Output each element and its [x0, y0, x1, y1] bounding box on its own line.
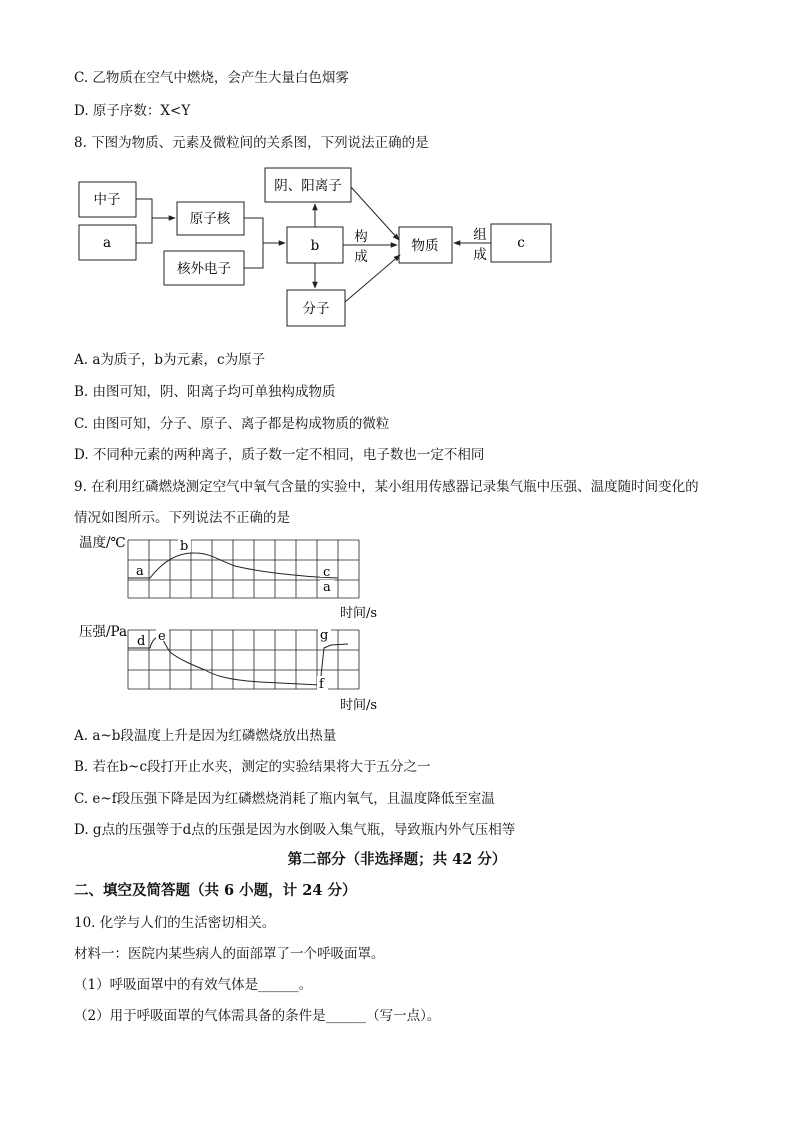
ions-label: 阴、阳离子	[274, 178, 342, 194]
temperature-ylabel: 温度/℃	[79, 535, 126, 551]
section-heading: 二、填空及简答题（共 6 小题，计 24 分）	[74, 882, 357, 899]
cheng-label-2: 成	[473, 247, 487, 263]
q9-option-b: B. 若在b~c段打开止水夹，测定的实验结果将大于五分之一	[74, 759, 431, 775]
temperature-xlabel: 时间/s	[340, 606, 378, 620]
point-d: d	[137, 634, 146, 649]
substance-label: 物质	[411, 238, 439, 254]
temperature-chart	[0, 528, 794, 620]
q10-sub1: （1）呼吸面罩中的有效气体是______。	[74, 977, 313, 993]
q7-option-d: D. 原子序数：X<Y	[74, 103, 191, 119]
q10-material: 材料一：医院内某些病人的面部罩了一个呼吸面罩。	[74, 946, 385, 962]
part2-title: 第二部分（非选择题；共 42 分）	[287, 851, 507, 868]
c-label: c	[517, 235, 525, 251]
gou-label: 构	[354, 229, 368, 245]
point-e: e	[158, 629, 166, 644]
q9-stem-line2: 情况如图所示。下列说法不正确的是	[74, 510, 290, 526]
q10-sub2: （2）用于呼吸面罩的气体需具备的条件是______（写一点）。	[74, 1008, 441, 1024]
q9-option-d: D. g点的压强等于d点的压强是因为水倒吸入集气瓶，导致瓶内外气压相等	[74, 822, 516, 838]
q7-option-c: C. 乙物质在空气中燃烧，会产生大量白色烟雾	[74, 70, 349, 86]
pressure-xlabel: 时间/s	[340, 698, 378, 713]
zu-label: 组	[473, 227, 487, 243]
cheng-label-1: 成	[354, 249, 368, 265]
point-c: c	[323, 565, 331, 580]
pressure-curve	[128, 637, 348, 685]
a-label: a	[102, 235, 112, 251]
q8-option-a: A. a为质子，b为元素，c为原子	[74, 352, 266, 368]
q8-stem: 8. 下图为物质、元素及微粒间的关系图，下列说法正确的是	[74, 135, 429, 151]
neutron-label: 中子	[93, 192, 121, 208]
pressure-chart	[0, 622, 794, 714]
q9-option-c: C. e~f段压强下降是因为红磷燃烧消耗了瓶内氧气，且温度降低至室温	[74, 791, 495, 807]
point-f: f	[319, 677, 324, 692]
point-a-end: a	[323, 580, 331, 595]
electrons-label: 核外电子	[177, 261, 231, 277]
point-g: g	[320, 628, 329, 643]
q8-option-d: D. 不同种元素的两种离子，质子数一定不相同，电子数也一定不相同	[74, 447, 485, 463]
q8-option-c: C. 由图可知，分子、原子、离子都是构成物质的微粒	[74, 416, 390, 432]
nucleus-label: 原子核	[189, 211, 231, 227]
q10-stem: 10. 化学与人们的生活密切相关。	[74, 915, 276, 931]
pressure-ylabel: 压强/Pa	[79, 624, 128, 640]
q9-stem-line1: 9. 在利用红磷燃烧测定空气中氧气含量的实验中，某小组用传感器记录集气瓶中压强、温度随时间变化的	[74, 479, 699, 495]
q9-option-a: A. a~b段温度上升是因为红磷燃烧放出热量	[74, 728, 337, 744]
q8-relationship-diagram	[0, 0, 794, 340]
molecule-label: 分子	[302, 301, 330, 317]
q8-option-b: B. 由图可知，阴、阳离子均可单独构成物质	[74, 384, 336, 400]
point-b: b	[180, 539, 189, 554]
b-label: b	[310, 238, 320, 254]
point-a-start: a	[136, 564, 144, 579]
